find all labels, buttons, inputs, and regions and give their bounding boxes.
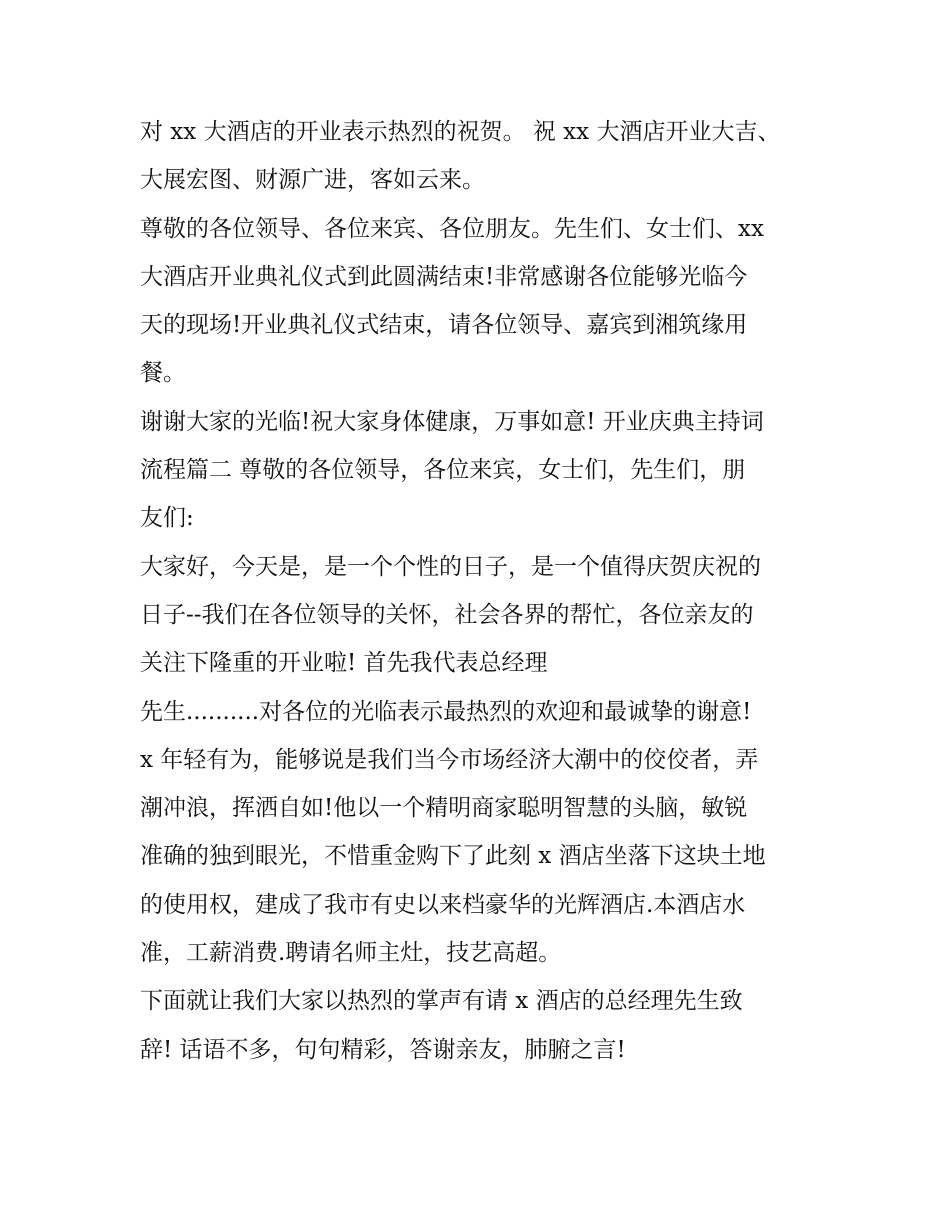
text-line: x 年轻有为，能够说是我们当今市场经济大潮中的佼佼者，弄 bbox=[140, 746, 759, 773]
text-line: 流程篇二 尊敬的各位领导，各位来宾，女士们，先生们，朋 bbox=[140, 457, 746, 484]
text-line: 大酒店开业典礼仪式到此圆满结束!非常感谢各位能够光临今 bbox=[140, 263, 748, 290]
text-line: 先生..........对各位的光临表示最热烈的欢迎和最诚挚的谢意! bbox=[140, 698, 752, 725]
text-line: 关注下隆重的开业啦! 首先我代表总经理 bbox=[140, 650, 548, 677]
text-line: 的使用权，建成了我市有史以来档豪华的光辉酒店.本酒店水 bbox=[140, 891, 746, 918]
text-line: 准，工薪消费.聘请名师主灶，技艺高超。 bbox=[140, 940, 562, 967]
text-line: 辞! 话语不多，句句精彩，答谢亲友，肺腑之言! bbox=[140, 1036, 626, 1063]
text-line: 谢谢大家的光临!祝大家身体健康，万事如意! 开业庆典主持词 bbox=[140, 408, 764, 435]
text-line: 天的现场!开业典礼仪式结束，请各位领导、嘉宾到湘筑缘用 bbox=[140, 312, 748, 339]
text-line: 友们: bbox=[140, 505, 194, 532]
text-line: 大家好，今天是，是一个个性的日子，是一个值得庆贺庆祝的 bbox=[140, 553, 761, 580]
text-line: 大展宏图、财源广进，客如云来。 bbox=[140, 167, 485, 194]
document-body bbox=[140, 108, 830, 1074]
text-line: 餐。 bbox=[140, 360, 186, 387]
text-line: 潮冲浪，挥洒自如!他以一个精明商家聪明智慧的头脑，敏锐 bbox=[140, 795, 748, 822]
text-line: 下面就让我们大家以热烈的掌声有请 x 酒店的总经理先生致 bbox=[140, 988, 743, 1015]
text-line: 对 xx 大酒店的开业表示热烈的祝贺。 祝 xx 大酒店开业大吉、 bbox=[140, 119, 781, 145]
text-line: 日子--我们在各位领导的关怀，社会各界的帮忙，各位亲友的 bbox=[140, 601, 754, 628]
text-line: 尊敬的各位领导、各位来宾、各位朋友。先生们、女士们、xx bbox=[140, 215, 764, 242]
text-line: 准确的独到眼光，不惜重金购下了此刻 x 酒店坐落下这块土地 bbox=[140, 843, 766, 870]
